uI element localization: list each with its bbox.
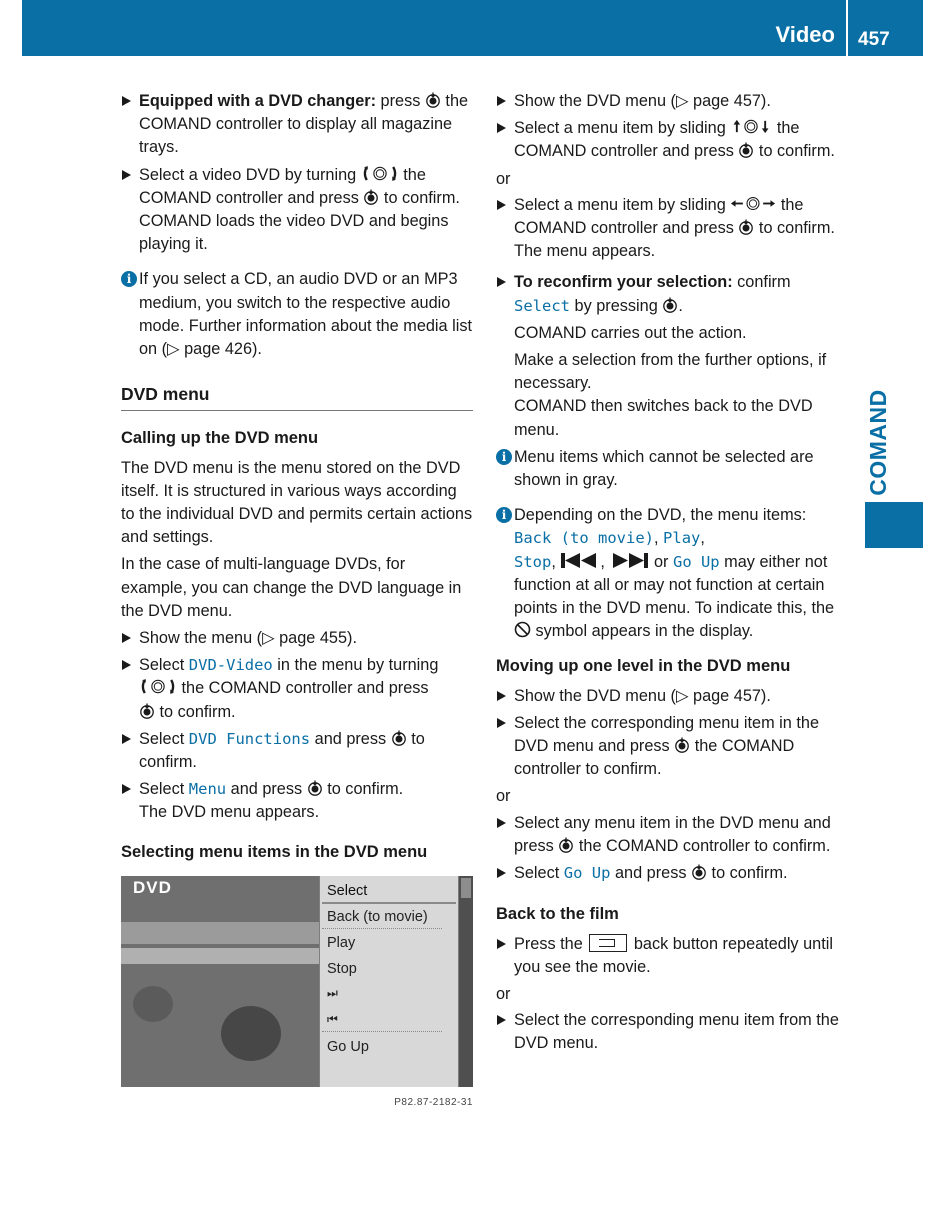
figure-menu-item-select: Select: [327, 882, 368, 899]
subheading-calling-up: Calling up the DVD menu: [121, 429, 319, 448]
subheading-back-to-film: Back to the film: [496, 905, 619, 924]
figure-dvd-title: DVD: [133, 877, 172, 897]
left-column: [121, 90, 473, 1114]
info-note-menu-items: i Depending on the DVD, the menu items: Back (to movie), Play, Stop, , or Go Up may either not function at all or may not function at certain points in the DVD menu. To indicate this, the symbol appears in the display.: [496, 504, 848, 643]
header-divider: [846, 0, 848, 56]
paragraph: The DVD menu is the menu stored on the DVD itself. It is structured in various ways according to the individual DVD and permits certain actions and settings.: [121, 458, 473, 547]
step-result: The menu appears.: [514, 242, 656, 261]
bullet-triangle-icon: [497, 818, 506, 828]
bullet-triangle-icon: [122, 734, 131, 744]
step-select-from-menu: Select the corresponding menu item from the DVD menu.: [496, 1009, 848, 1055]
step-select-menu: Select Menu and press to confirm. The DVD menu appears.: [121, 778, 473, 824]
or-separator: or: [496, 787, 511, 806]
step-press-back: Press the back button repeatedly until you see the movie.: [496, 933, 848, 979]
step-select-corresponding: Select the corresponding menu item in the DVD menu and press the COMAND controller to confirm.: [496, 712, 848, 782]
subheading-selecting-items: Selecting menu items in the DVD menu: [121, 842, 428, 861]
bullet-triangle-icon: [497, 691, 506, 701]
menu-term-play: Play: [663, 529, 701, 548]
bullet-triangle-icon: [122, 96, 131, 106]
bullet-triangle-icon: [497, 277, 506, 287]
subheading-moving-up: Moving up one level in the DVD menu: [496, 657, 791, 676]
bullet-triangle-icon: [122, 170, 131, 180]
press-controller-icon: [363, 189, 379, 205]
right-column: [496, 90, 848, 1060]
press-controller-icon: [558, 837, 574, 853]
turn-controller-icon: [139, 678, 177, 695]
step-show-menu: Show the menu (▷ page 455).: [121, 627, 473, 650]
bullet-triangle-icon: [497, 1015, 506, 1025]
menu-term-dvd-functions: DVD Functions: [188, 729, 311, 748]
bullet-triangle-icon: [497, 718, 506, 728]
step-result: The DVD menu appears.: [139, 803, 320, 822]
info-icon: i: [496, 449, 512, 465]
step-reconfirm: To reconfirm your selection: confirm Select by pressing .: [496, 271, 848, 317]
paragraph: In the case of multi-language DVDs, for example, you can change the DVD language in the DVD menu.: [121, 555, 462, 620]
menu-term-back: Back (to movie): [514, 529, 654, 548]
step-slide-leftright: Select a menu item by sliding the COMAND controller and press to confirm. The menu appears.: [496, 194, 848, 264]
figure-menu-item-play: Play: [327, 934, 356, 951]
press-controller-icon: [307, 780, 323, 796]
press-controller-icon: [391, 730, 407, 746]
section-heading-dvd-menu: DVD menu: [121, 383, 473, 411]
info-note-gray-items: i Menu items which cannot be selected are shown in gray.: [496, 446, 848, 492]
paragraph: Make a selection from the further options, if necessary. COMAND then switches back to the DVD menu.: [514, 351, 827, 439]
bullet-triangle-icon: [122, 784, 131, 794]
side-thumb-tab: [865, 502, 923, 548]
side-section-label: COMAND: [864, 389, 891, 496]
chapter-title: Video: [775, 22, 835, 47]
bullet-triangle-icon: [497, 200, 506, 210]
press-controller-icon: [738, 142, 754, 158]
figure-menu-item-go-up: Go Up: [327, 1038, 369, 1055]
press-controller-icon: [691, 864, 707, 880]
slide-up-down-controller-icon: [730, 118, 772, 135]
figure-menu-panel: [320, 876, 458, 1087]
info-note-audio-mode: i If you select a CD, an audio DVD or an MP3 medium, you switch to the respective audio mode. Further information about the media list on (▷ page 426).: [121, 268, 473, 361]
step-show-dvd-menu: Show the DVD menu (▷ page 457).: [496, 90, 848, 113]
bullet-triangle-icon: [497, 96, 506, 106]
dvd-menu-screenshot: [121, 876, 473, 1087]
figure-menu-item-stop: Stop: [327, 960, 357, 977]
menu-term-select: Select: [514, 296, 570, 315]
press-controller-icon: [425, 92, 441, 108]
menu-term-go-up: Go Up: [672, 552, 720, 571]
video-frame: [121, 876, 319, 1087]
info-icon: i: [121, 271, 137, 287]
bullet-triangle-icon: [122, 660, 131, 670]
press-controller-icon: [662, 297, 678, 313]
step-slide-updown: Select a menu item by sliding the COMAND controller and press to confirm.: [496, 117, 848, 163]
step-show-dvd-menu-2: Show the DVD menu (▷ page 457).: [496, 685, 848, 708]
step-select-dvd-functions: Select DVD Functions and press to confirm.: [121, 728, 473, 774]
page-number: 457: [858, 29, 890, 50]
or-separator: or: [496, 169, 511, 188]
prohibited-icon: [514, 621, 531, 638]
press-controller-icon: [738, 219, 754, 235]
figure-menu-item-prev: ⏮: [327, 1011, 338, 1026]
menu-term-dvd-video: DVD-Video: [188, 656, 273, 675]
menu-term-menu: Menu: [188, 780, 227, 799]
press-controller-icon: [139, 703, 155, 719]
back-button-icon: [589, 934, 627, 952]
step-select-video-dvd: Select a video DVD by turning the COMAND controller and press to confirm. COMAND loads the video DVD and begins playing it.: [121, 164, 473, 257]
step-select-any: Select any menu item in the DVD menu and press the COMAND controller to confirm.: [496, 812, 848, 858]
menu-term-go-up: Go Up: [563, 864, 611, 883]
page-header: [22, 0, 923, 56]
paragraph: COMAND carries out the action.: [514, 323, 747, 342]
info-icon: i: [496, 507, 512, 523]
slide-left-right-controller-icon: [730, 195, 776, 212]
bullet-triangle-icon: [497, 123, 506, 133]
step-select-go-up: Select Go Up and press to confirm.: [496, 862, 848, 885]
figure-scrollbar: [459, 876, 473, 1087]
bullet-triangle-icon: [497, 868, 506, 878]
figure-reference-code: P82.87-2182-31: [394, 1096, 473, 1108]
skip-back-icon: [560, 552, 600, 569]
figure-menu-item-back: Back (to movie): [327, 908, 428, 925]
turn-controller-icon: [361, 165, 399, 182]
bullet-triangle-icon: [122, 633, 131, 643]
step-select-dvd-video: Select DVD-Video in the menu by turning the COMAND controller and press to confirm.: [121, 654, 473, 724]
or-separator: or: [496, 984, 511, 1003]
step-result: COMAND loads the video DVD and begins playing it.: [139, 212, 449, 254]
menu-term-stop: Stop: [514, 552, 552, 571]
press-controller-icon: [674, 737, 690, 753]
bullet-triangle-icon: [497, 939, 506, 949]
skip-forward-icon: [609, 552, 649, 569]
step-dvd-changer: Equipped with a DVD changer: press the COMAND controller to display all magazine trays.: [121, 90, 473, 160]
figure-menu-item-next: ⏭: [327, 985, 338, 1000]
